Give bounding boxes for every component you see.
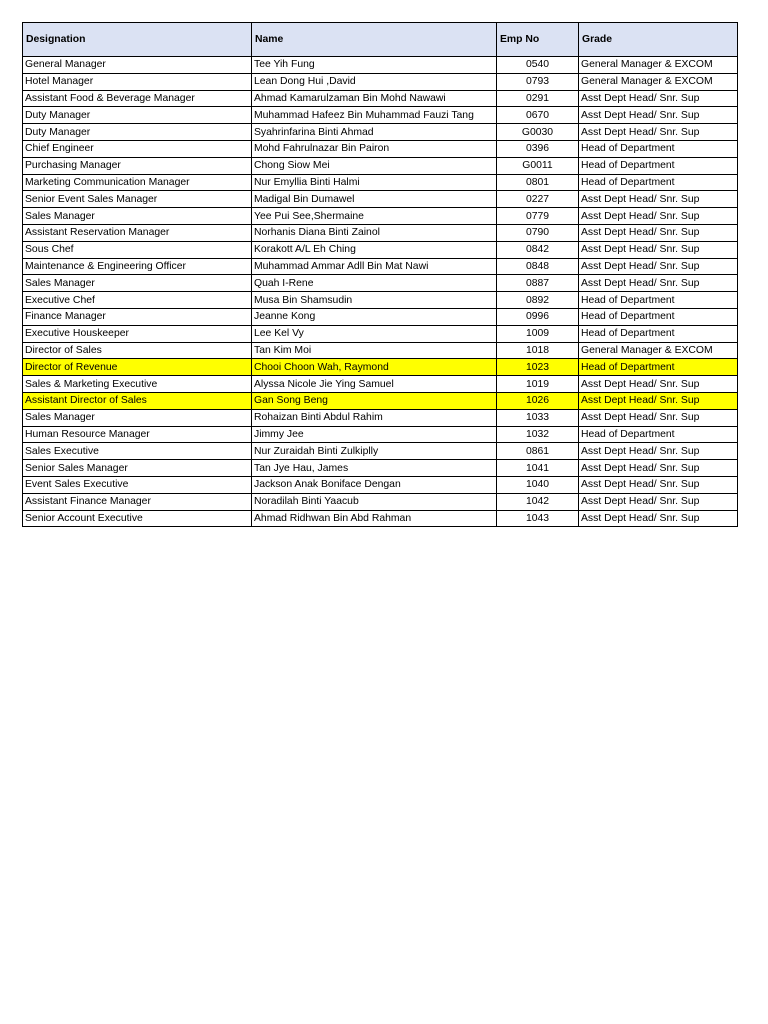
cell-emp-no: 0670	[497, 107, 579, 124]
cell-grade: Asst Dept Head/ Snr. Sup	[579, 392, 738, 409]
cell-name: Mohd Fahrulnazar Bin Pairon	[252, 140, 497, 157]
cell-emp-no: 1040	[497, 476, 579, 493]
cell-emp-no: 1041	[497, 460, 579, 477]
cell-grade: Asst Dept Head/ Snr. Sup	[579, 476, 738, 493]
cell-grade: Asst Dept Head/ Snr. Sup	[579, 409, 738, 426]
cell-name: Muhammad Hafeez Bin Muhammad Fauzi Tang	[252, 107, 497, 124]
cell-grade: Head of Department	[579, 426, 738, 443]
cell-name: Jimmy Jee	[252, 426, 497, 443]
cell-grade: Asst Dept Head/ Snr. Sup	[579, 124, 738, 141]
table-row	[23, 124, 738, 141]
cell-emp-no: 0540	[497, 57, 579, 74]
cell-grade: Asst Dept Head/ Snr. Sup	[579, 493, 738, 510]
cell-emp-no: 1009	[497, 325, 579, 342]
cell-grade: General Manager & EXCOM	[579, 57, 738, 74]
table-row	[23, 157, 738, 174]
cell-designation: Maintenance & Engineering Officer	[23, 258, 252, 275]
table-row	[23, 409, 738, 426]
cell-grade: Asst Dept Head/ Snr. Sup	[579, 208, 738, 225]
cell-grade: Asst Dept Head/ Snr. Sup	[579, 224, 738, 241]
cell-emp-no: 0779	[497, 208, 579, 225]
cell-designation: Assistant Reservation Manager	[23, 224, 252, 241]
cell-name: Tee Yih Fung	[252, 57, 497, 74]
table-row	[23, 224, 738, 241]
cell-designation: Senior Sales Manager	[23, 460, 252, 477]
cell-designation: Human Resource Manager	[23, 426, 252, 443]
cell-name: Alyssa Nicole Jie Ying Samuel	[252, 376, 497, 393]
cell-name: Ahmad Kamarulzaman Bin Mohd Nawawi	[252, 90, 497, 107]
cell-name: Korakott A/L Eh Ching	[252, 241, 497, 258]
cell-designation: Duty Manager	[23, 107, 252, 124]
cell-emp-no: 1018	[497, 342, 579, 359]
cell-designation: Duty Manager	[23, 124, 252, 141]
table-row	[23, 325, 738, 342]
cell-emp-no: 0793	[497, 73, 579, 90]
cell-designation: Director of Revenue	[23, 359, 252, 376]
cell-grade: Head of Department	[579, 325, 738, 342]
header-name: Name	[252, 23, 497, 57]
table-row	[23, 426, 738, 443]
table-row	[23, 73, 738, 90]
table-row	[23, 308, 738, 325]
cell-grade: Asst Dept Head/ Snr. Sup	[579, 376, 738, 393]
table-row	[23, 258, 738, 275]
table-row	[23, 342, 738, 359]
cell-name: Noradilah Binti Yaacub	[252, 493, 497, 510]
table-row	[23, 90, 738, 107]
cell-grade: Head of Department	[579, 140, 738, 157]
table-row	[23, 292, 738, 309]
cell-emp-no: 0227	[497, 191, 579, 208]
cell-name: Syahrinfarina Binti Ahmad	[252, 124, 497, 141]
cell-name: Lean Dong Hui ,David	[252, 73, 497, 90]
cell-name: Lee Kel Vy	[252, 325, 497, 342]
cell-name: Musa Bin Shamsudin	[252, 292, 497, 309]
cell-grade: Asst Dept Head/ Snr. Sup	[579, 510, 738, 527]
cell-grade: Head of Department	[579, 308, 738, 325]
cell-name: Tan Kim Moi	[252, 342, 497, 359]
cell-name: Ahmad Ridhwan Bin Abd Rahman	[252, 510, 497, 527]
table-body	[23, 57, 738, 527]
table-row	[23, 476, 738, 493]
cell-name: Chooi Choon Wah, Raymond	[252, 359, 497, 376]
cell-designation: Executive Houskeeper	[23, 325, 252, 342]
cell-designation: Executive Chef	[23, 292, 252, 309]
table-row	[23, 443, 738, 460]
cell-emp-no: 0842	[497, 241, 579, 258]
cell-name: Gan Song Beng	[252, 392, 497, 409]
cell-designation: Senior Account Executive	[23, 510, 252, 527]
cell-grade: General Manager & EXCOM	[579, 342, 738, 359]
header-designation: Designation	[23, 23, 252, 57]
header-grade: Grade	[579, 23, 738, 57]
cell-emp-no: 0996	[497, 308, 579, 325]
staff-grade-table	[22, 22, 738, 527]
cell-designation: Sales Manager	[23, 409, 252, 426]
cell-emp-no: 0861	[497, 443, 579, 460]
cell-name: Tan Jye Hau, James	[252, 460, 497, 477]
cell-name: Rohaizan Binti Abdul Rahim	[252, 409, 497, 426]
cell-designation: Assistant Finance Manager	[23, 493, 252, 510]
cell-designation: Marketing Communication Manager	[23, 174, 252, 191]
cell-emp-no: 0887	[497, 275, 579, 292]
table-row	[23, 140, 738, 157]
cell-emp-no: 1033	[497, 409, 579, 426]
header-emp-no: Emp No	[497, 23, 579, 57]
cell-emp-no: 1023	[497, 359, 579, 376]
cell-grade: Asst Dept Head/ Snr. Sup	[579, 460, 738, 477]
cell-designation: General Manager	[23, 57, 252, 74]
cell-designation: Senior Event Sales Manager	[23, 191, 252, 208]
table-row	[23, 460, 738, 477]
table-row	[23, 376, 738, 393]
cell-grade: Head of Department	[579, 174, 738, 191]
cell-emp-no: 1019	[497, 376, 579, 393]
cell-designation: Assistant Food & Beverage Manager	[23, 90, 252, 107]
cell-emp-no: 1032	[497, 426, 579, 443]
cell-grade: Asst Dept Head/ Snr. Sup	[579, 443, 738, 460]
table-row	[23, 275, 738, 292]
cell-name: Quah I-Rene	[252, 275, 497, 292]
cell-grade: Asst Dept Head/ Snr. Sup	[579, 241, 738, 258]
cell-grade: Head of Department	[579, 157, 738, 174]
cell-name: Chong Siow Mei	[252, 157, 497, 174]
cell-name: Norhanis Diana Binti Zainol	[252, 224, 497, 241]
cell-emp-no: 0892	[497, 292, 579, 309]
cell-name: Jackson Anak Boniface Dengan	[252, 476, 497, 493]
cell-designation: Chief Engineer	[23, 140, 252, 157]
table-row	[23, 191, 738, 208]
table-row	[23, 208, 738, 225]
cell-designation: Finance Manager	[23, 308, 252, 325]
cell-name: Nur Zuraidah Binti Zulkiplly	[252, 443, 497, 460]
cell-emp-no: 1043	[497, 510, 579, 527]
header-row	[23, 23, 738, 57]
cell-designation: Sous Chef	[23, 241, 252, 258]
cell-designation: Sales & Marketing Executive	[23, 376, 252, 393]
cell-emp-no: G0011	[497, 157, 579, 174]
cell-name: Jeanne Kong	[252, 308, 497, 325]
cell-designation: Sales Manager	[23, 275, 252, 292]
cell-designation: Event Sales Executive	[23, 476, 252, 493]
cell-grade: Asst Dept Head/ Snr. Sup	[579, 107, 738, 124]
cell-name: Yee Pui See,Shermaine	[252, 208, 497, 225]
cell-emp-no: 0848	[497, 258, 579, 275]
cell-designation: Assistant Director of Sales	[23, 392, 252, 409]
table-header	[23, 23, 738, 57]
cell-emp-no: 0801	[497, 174, 579, 191]
cell-grade: Head of Department	[579, 359, 738, 376]
cell-emp-no: 1026	[497, 392, 579, 409]
cell-designation: Purchasing Manager	[23, 157, 252, 174]
cell-designation: Hotel Manager	[23, 73, 252, 90]
cell-grade: Asst Dept Head/ Snr. Sup	[579, 258, 738, 275]
cell-name: Nur Emyllia Binti Halmi	[252, 174, 497, 191]
cell-designation: Sales Manager	[23, 208, 252, 225]
table-row	[23, 57, 738, 74]
cell-name: Muhammad Ammar Adll Bin Mat Nawi	[252, 258, 497, 275]
cell-emp-no: 0790	[497, 224, 579, 241]
table-row	[23, 241, 738, 258]
cell-designation: Sales Executive	[23, 443, 252, 460]
cell-designation: Director of Sales	[23, 342, 252, 359]
cell-emp-no: G0030	[497, 124, 579, 141]
table-row	[23, 174, 738, 191]
table-row	[23, 107, 738, 124]
cell-grade: Asst Dept Head/ Snr. Sup	[579, 90, 738, 107]
table-row	[23, 510, 738, 527]
table-row	[23, 493, 738, 510]
cell-name: Madigal Bin Dumawel	[252, 191, 497, 208]
cell-grade: Head of Department	[579, 292, 738, 309]
table-row	[23, 359, 738, 376]
cell-grade: Asst Dept Head/ Snr. Sup	[579, 191, 738, 208]
cell-emp-no: 1042	[497, 493, 579, 510]
cell-grade: Asst Dept Head/ Snr. Sup	[579, 275, 738, 292]
cell-grade: General Manager & EXCOM	[579, 73, 738, 90]
table-row	[23, 392, 738, 409]
cell-emp-no: 0396	[497, 140, 579, 157]
cell-emp-no: 0291	[497, 90, 579, 107]
